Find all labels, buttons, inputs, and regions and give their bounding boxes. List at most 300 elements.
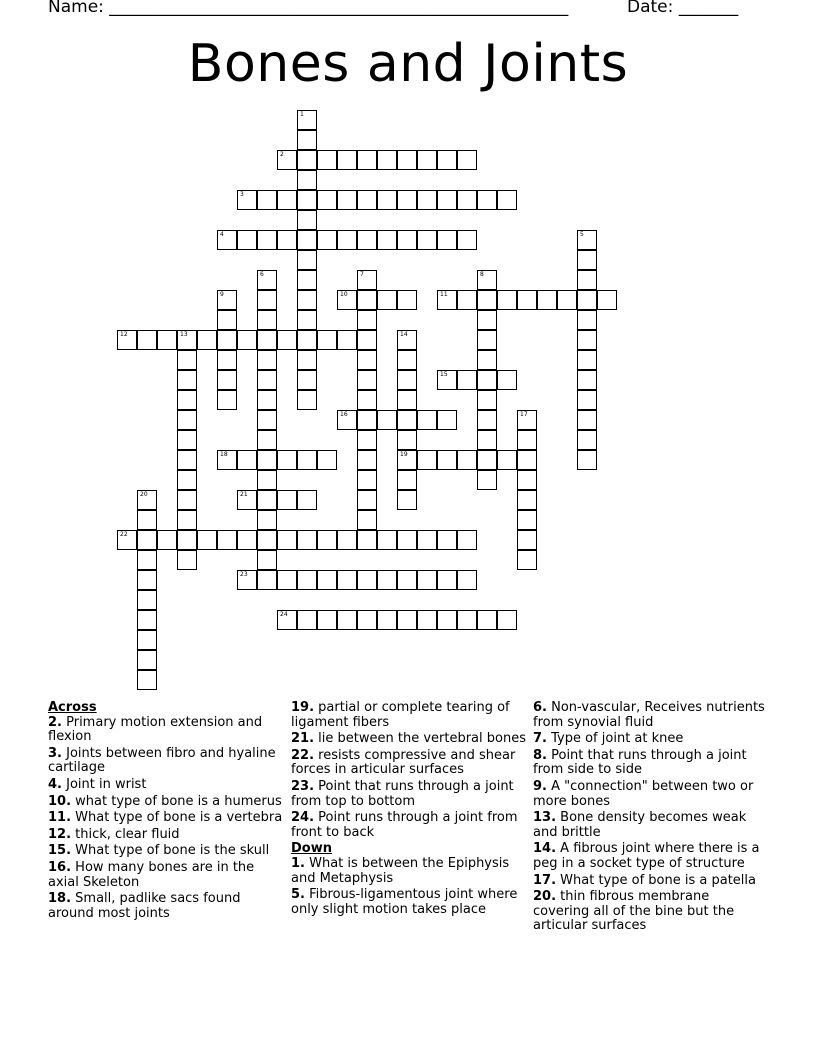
clue-num: 13.	[533, 810, 557, 826]
crossword-cell[interactable]	[457, 570, 477, 590]
clue-num: 9.	[533, 778, 547, 794]
crossword-cell[interactable]	[237, 230, 257, 250]
crossword-cell[interactable]	[277, 570, 297, 590]
crossword-cell[interactable]	[397, 350, 417, 370]
crossword-cell[interactable]	[237, 490, 257, 510]
crossword-cell[interactable]	[157, 530, 177, 550]
clue-item	[533, 701, 769, 730]
crossword-cell[interactable]	[477, 450, 497, 470]
crossword-cell[interactable]	[417, 570, 437, 590]
crossword-cell[interactable]	[517, 490, 537, 510]
crossword-cell[interactable]	[337, 570, 357, 590]
crossword-cell[interactable]	[377, 150, 397, 170]
clue-text: Point that runs through a joint from top to bottom	[291, 778, 514, 809]
crossword-cell[interactable]	[377, 530, 397, 550]
crossword-cell[interactable]	[257, 430, 277, 450]
crossword-cell[interactable]	[377, 410, 397, 430]
crossword-cell[interactable]	[337, 330, 357, 350]
crossword-cell[interactable]	[377, 190, 397, 210]
crossword-cell[interactable]	[297, 350, 317, 370]
crossword-cell[interactable]	[377, 290, 397, 310]
crossword-cell[interactable]	[577, 250, 597, 270]
crossword-cell[interactable]	[297, 530, 317, 550]
crossword-cell[interactable]	[357, 430, 377, 450]
crossword-cell[interactable]	[357, 610, 377, 630]
crossword-cell[interactable]	[477, 370, 497, 390]
crossword-cell[interactable]	[277, 150, 297, 170]
crossword-cell[interactable]	[437, 190, 457, 210]
crossword-cell[interactable]	[497, 290, 517, 310]
crossword-cell[interactable]	[257, 570, 277, 590]
clue-number: 22	[120, 531, 128, 538]
crossword-cell[interactable]	[517, 410, 537, 430]
crossword-cell[interactable]	[397, 150, 417, 170]
crossword-cell[interactable]	[357, 350, 377, 370]
crossword-cell[interactable]	[437, 230, 457, 250]
crossword-cell[interactable]	[497, 370, 517, 390]
crossword-cell[interactable]	[597, 290, 617, 310]
clue-number: 16	[340, 411, 348, 418]
crossword-cell[interactable]	[457, 150, 477, 170]
crossword-cell[interactable]	[377, 610, 397, 630]
crossword-cell[interactable]	[357, 570, 377, 590]
crossword-cell[interactable]	[397, 430, 417, 450]
crossword-cell[interactable]	[137, 570, 157, 590]
crossword-cell[interactable]	[257, 370, 277, 390]
crossword-cell[interactable]	[397, 290, 417, 310]
crossword-cell[interactable]	[217, 230, 237, 250]
crossword-cell[interactable]	[257, 490, 277, 510]
crossword-cell[interactable]	[477, 190, 497, 210]
clue-num: 20.	[533, 889, 557, 905]
crossword-cell[interactable]	[177, 410, 197, 430]
clue-item	[533, 732, 769, 747]
clue-number: 19	[400, 451, 408, 458]
clue-num: 24.	[291, 810, 315, 826]
clue-number: 14	[400, 331, 408, 338]
crossword-cell[interactable]	[237, 330, 257, 350]
crossword-cell[interactable]	[297, 270, 317, 290]
crossword-cell[interactable]	[437, 150, 457, 170]
clue-item	[48, 795, 284, 810]
crossword-cell[interactable]	[177, 550, 197, 570]
crossword-cell[interactable]	[357, 530, 377, 550]
crossword-cell[interactable]	[577, 290, 597, 310]
clue-number: 15	[440, 371, 448, 378]
crossword-cell[interactable]	[337, 150, 357, 170]
crossword-cell[interactable]	[357, 450, 377, 470]
crossword-cell[interactable]	[457, 450, 477, 470]
crossword-cell[interactable]	[477, 310, 497, 330]
crossword-cell[interactable]	[217, 310, 237, 330]
clue-number: 23	[240, 571, 248, 578]
crossword-cell[interactable]	[137, 650, 157, 670]
clue-item	[291, 811, 527, 840]
crossword-cell[interactable]	[257, 550, 277, 570]
crossword-cell[interactable]	[577, 350, 597, 370]
crossword-cell[interactable]	[577, 450, 597, 470]
crossword-cell[interactable]	[217, 350, 237, 370]
crossword-cell[interactable]	[297, 610, 317, 630]
clue-item	[48, 892, 284, 921]
clue-item	[291, 888, 527, 917]
crossword-cell[interactable]	[337, 190, 357, 210]
crossword-cell[interactable]	[457, 230, 477, 250]
crossword-cell[interactable]	[417, 450, 437, 470]
crossword-cell[interactable]	[357, 510, 377, 530]
crossword-cell[interactable]	[257, 410, 277, 430]
crossword-cell[interactable]	[317, 450, 337, 470]
crossword-cell[interactable]	[117, 330, 137, 350]
clue-num: 14.	[533, 841, 557, 857]
crossword-cell[interactable]	[297, 250, 317, 270]
crossword-cell[interactable]	[457, 290, 477, 310]
crossword-cell[interactable]	[377, 570, 397, 590]
crossword-cell[interactable]	[357, 390, 377, 410]
crossword-cell[interactable]	[297, 230, 317, 250]
crossword-cell[interactable]	[497, 610, 517, 630]
crossword-cell[interactable]	[457, 530, 477, 550]
crossword-cell[interactable]	[177, 530, 197, 550]
crossword-cell[interactable]	[437, 410, 457, 430]
crossword-cell[interactable]	[437, 370, 457, 390]
clue-text: thick, clear fluid	[71, 826, 180, 842]
crossword-cell[interactable]	[317, 530, 337, 550]
clues-column-2	[291, 701, 527, 919]
crossword-cell[interactable]	[417, 150, 437, 170]
crossword-cell[interactable]	[297, 190, 317, 210]
crossword-cell[interactable]	[577, 430, 597, 450]
crossword-cell[interactable]	[477, 270, 497, 290]
crossword-cell[interactable]	[497, 450, 517, 470]
crossword-cell[interactable]	[337, 610, 357, 630]
clue-num: 17.	[533, 872, 557, 888]
crossword-cell[interactable]	[417, 610, 437, 630]
crossword-cell[interactable]	[257, 470, 277, 490]
clue-num: 23.	[291, 778, 315, 794]
crossword-cell[interactable]	[197, 530, 217, 550]
crossword-cell[interactable]	[357, 330, 377, 350]
crossword-cell[interactable]	[477, 410, 497, 430]
crossword-cell[interactable]	[297, 370, 317, 390]
crossword-cell[interactable]	[257, 530, 277, 550]
crossword-cell[interactable]	[297, 150, 317, 170]
crossword-cell[interactable]	[397, 470, 417, 490]
crossword-cell[interactable]	[337, 530, 357, 550]
crossword-cell[interactable]	[137, 670, 157, 690]
clue-num: 2.	[48, 714, 62, 730]
crossword-cell[interactable]	[357, 370, 377, 390]
crossword-cell[interactable]	[517, 510, 537, 530]
clue-text: Bone density becomes weak and brittle	[533, 810, 747, 840]
crossword-cell[interactable]	[397, 610, 417, 630]
crossword-cell[interactable]	[357, 490, 377, 510]
crossword-cell[interactable]	[177, 430, 197, 450]
crossword-cell[interactable]	[397, 530, 417, 550]
crossword-cell[interactable]	[257, 330, 277, 350]
clue-num: 22.	[291, 747, 315, 763]
crossword-cell[interactable]	[437, 450, 457, 470]
crossword-cell[interactable]	[237, 570, 257, 590]
crossword-cell[interactable]	[397, 330, 417, 350]
crossword-cell[interactable]	[177, 510, 197, 530]
clue-num: 12.	[48, 826, 72, 842]
crossword-cell[interactable]	[577, 410, 597, 430]
crossword-cell[interactable]	[177, 450, 197, 470]
crossword-cell[interactable]	[497, 190, 517, 210]
crossword-cell[interactable]	[177, 370, 197, 390]
crossword-cell[interactable]	[277, 330, 297, 350]
crossword-cell[interactable]	[577, 330, 597, 350]
crossword-cell[interactable]	[137, 490, 157, 510]
clue-text: A fibrous joint where there is a peg in a socket type of structure	[533, 841, 760, 871]
clue-text: Joint in wrist	[61, 776, 147, 792]
crossword-cell[interactable]	[417, 410, 437, 430]
crossword-cell[interactable]	[137, 510, 157, 530]
crossword-cell[interactable]	[337, 290, 357, 310]
crossword-cell[interactable]	[517, 470, 537, 490]
clue-num: 19.	[291, 700, 315, 715]
crossword-cell[interactable]	[277, 530, 297, 550]
clue-num: 11.	[48, 810, 72, 826]
crossword-cell[interactable]	[417, 530, 437, 550]
clue-number: 10	[340, 291, 348, 298]
clue-number: 11	[440, 291, 448, 298]
crossword-cell[interactable]	[477, 350, 497, 370]
crossword-cell[interactable]	[577, 270, 597, 290]
clue-num: 1.	[291, 855, 305, 871]
crossword-cell[interactable]	[557, 290, 577, 310]
crossword-cell[interactable]	[237, 530, 257, 550]
crossword-cell[interactable]	[257, 350, 277, 370]
crossword-cell[interactable]	[517, 290, 537, 310]
clue-text: Small, padlike sacs found around most joints	[48, 891, 241, 921]
crossword-cell[interactable]	[277, 450, 297, 470]
crossword-cell[interactable]	[177, 330, 197, 350]
crossword-cell[interactable]	[297, 130, 317, 150]
clue-text: A "connection" between two or more bones	[533, 778, 754, 809]
crossword-cell[interactable]	[257, 190, 277, 210]
clue-number: 17	[520, 411, 528, 418]
crossword-cell[interactable]	[517, 430, 537, 450]
crossword-cell[interactable]	[297, 310, 317, 330]
crossword-cell[interactable]	[157, 330, 177, 350]
crossword-cell[interactable]	[317, 330, 337, 350]
crossword-cell[interactable]	[357, 270, 377, 290]
crossword-cell[interactable]	[317, 150, 337, 170]
crossword-cell[interactable]	[377, 230, 397, 250]
clue-item	[533, 749, 769, 778]
crossword-cell[interactable]	[297, 110, 317, 130]
crossword-cell[interactable]	[477, 430, 497, 450]
crossword-cell[interactable]	[237, 450, 257, 470]
crossword-cell[interactable]	[477, 330, 497, 350]
page-title: Bones and Joints	[187, 34, 629, 94]
crossword-cell[interactable]	[297, 290, 317, 310]
clue-item	[291, 780, 527, 809]
crossword-cell[interactable]	[217, 530, 237, 550]
clue-number: 6	[260, 271, 264, 278]
crossword-cell[interactable]	[437, 610, 457, 630]
crossword-cell[interactable]	[257, 290, 277, 310]
crossword-cell[interactable]	[397, 410, 417, 430]
crossword-cell[interactable]	[137, 530, 157, 550]
crossword-cell[interactable]	[357, 190, 377, 210]
crossword-cell[interactable]	[277, 490, 297, 510]
crossword-cell[interactable]	[137, 330, 157, 350]
section-heading: Across	[48, 700, 97, 715]
crossword-cell[interactable]	[257, 510, 277, 530]
crossword-cell[interactable]	[257, 390, 277, 410]
clue-text: How many bones are in the axial Skeleton	[48, 859, 255, 890]
clue-text: What type of bone is a patella	[556, 872, 756, 888]
crossword-cell[interactable]	[457, 370, 477, 390]
crossword-cell[interactable]	[257, 230, 277, 250]
clue-item	[533, 890, 769, 934]
date-label: Date:	[627, 0, 674, 17]
crossword-cell[interactable]	[297, 210, 317, 230]
clue-item	[48, 747, 284, 776]
clue-item	[533, 811, 769, 840]
name-label: Name:	[48, 0, 104, 17]
clue-number: 3	[240, 191, 244, 198]
crossword-cell[interactable]	[397, 390, 417, 410]
crossword-cell[interactable]	[417, 190, 437, 210]
crossword-cell[interactable]	[177, 490, 197, 510]
clue-number: 4	[220, 231, 224, 238]
clue-item	[533, 780, 769, 809]
crossword-cell[interactable]	[477, 470, 497, 490]
crossword-cell[interactable]	[357, 150, 377, 170]
clue-num: 4.	[48, 776, 62, 792]
crossword-cell[interactable]	[317, 610, 337, 630]
crossword-cell[interactable]	[337, 230, 357, 250]
crossword-cell[interactable]	[257, 450, 277, 470]
clue-text: resists compressive and shear forces in articular surfaces	[291, 747, 516, 778]
crossword-cell[interactable]	[197, 330, 217, 350]
crossword-cell[interactable]	[537, 290, 557, 310]
crossword-cell[interactable]	[517, 450, 537, 470]
crossword-cell[interactable]	[177, 390, 197, 410]
clue-num: 6.	[533, 700, 547, 715]
crossword-cell[interactable]	[177, 350, 197, 370]
crossword-cell[interactable]	[237, 190, 257, 210]
crossword-cell[interactable]	[297, 490, 317, 510]
crossword-cell[interactable]	[477, 390, 497, 410]
crossword-cell[interactable]	[297, 450, 317, 470]
clues-column-1	[48, 701, 284, 923]
crossword-cell[interactable]	[477, 610, 497, 630]
crossword-cell[interactable]	[477, 290, 497, 310]
clue-text: Type of joint at knee	[546, 731, 684, 747]
clue-number: 20	[140, 491, 148, 498]
crossword-cell[interactable]	[397, 370, 417, 390]
crossword-cell[interactable]	[217, 330, 237, 350]
crossword-cell[interactable]	[137, 610, 157, 630]
crossword-cell[interactable]	[137, 550, 157, 570]
crossword-cell[interactable]	[217, 390, 237, 410]
crossword-cell[interactable]	[137, 590, 157, 610]
clue-number: 12	[120, 331, 128, 338]
crossword-cell[interactable]	[397, 490, 417, 510]
name-line: ______________________________________________________	[109, 0, 569, 17]
clue-item	[48, 844, 284, 859]
crossword-cell[interactable]	[357, 230, 377, 250]
crossword-cell[interactable]	[217, 290, 237, 310]
clue-number: 7	[360, 271, 364, 278]
clue-item	[48, 778, 284, 793]
crossword-cell[interactable]	[437, 530, 457, 550]
crossword-cell[interactable]	[577, 230, 597, 250]
clue-item	[48, 716, 284, 745]
crossword-cell[interactable]	[397, 230, 417, 250]
crossword-cell[interactable]	[177, 470, 197, 490]
crossword-cell[interactable]	[257, 270, 277, 290]
crossword-cell[interactable]	[317, 230, 337, 250]
crossword-cell[interactable]	[517, 530, 537, 550]
crossword-cell[interactable]	[297, 330, 317, 350]
crossword-cell[interactable]	[297, 170, 317, 190]
crossword-cell[interactable]	[277, 610, 297, 630]
crossword-cell[interactable]	[257, 310, 277, 330]
clue-number: 8	[480, 271, 484, 278]
clue-num: 5.	[291, 887, 305, 903]
clue-text: Point that runs through a joint from side to side	[533, 747, 747, 778]
clue-num: 16.	[48, 859, 72, 875]
crossword-cell[interactable]	[357, 470, 377, 490]
clue-number: 5	[580, 231, 584, 238]
crossword-cell[interactable]	[317, 570, 337, 590]
crossword-cell[interactable]	[277, 230, 297, 250]
clue-item	[533, 842, 769, 871]
clue-number: 18	[220, 451, 228, 458]
crossword-cell[interactable]	[357, 290, 377, 310]
crossword-cell[interactable]	[357, 310, 377, 330]
crossword-cell[interactable]	[217, 450, 237, 470]
crossword-cell[interactable]	[357, 410, 377, 430]
crossword-cell[interactable]	[317, 190, 337, 210]
crossword-cell[interactable]	[337, 410, 357, 430]
crossword-cell[interactable]	[517, 550, 537, 570]
clue-number: 13	[180, 331, 188, 338]
crossword-cell[interactable]	[577, 390, 597, 410]
crossword-cell[interactable]	[577, 370, 597, 390]
crossword-cell[interactable]	[417, 230, 437, 250]
clue-item	[48, 861, 284, 890]
crossword-cell[interactable]	[457, 610, 477, 630]
clue-text: What is between the Epiphysis and Metaphysis	[291, 855, 510, 886]
crossword-cell[interactable]	[397, 190, 417, 210]
crossword-cell[interactable]	[137, 630, 157, 650]
crossword-cell[interactable]	[397, 570, 417, 590]
crossword-cell[interactable]	[577, 310, 597, 330]
crossword-cell[interactable]	[437, 290, 457, 310]
clue-text: lie between the vertebral bones	[314, 731, 526, 747]
clue-num: 10.	[48, 793, 72, 809]
crossword-cell[interactable]	[437, 570, 457, 590]
clue-item	[533, 874, 769, 889]
crossword-cell[interactable]	[277, 190, 297, 210]
crossword-cell[interactable]	[457, 190, 477, 210]
crossword-cell[interactable]	[217, 370, 237, 390]
crossword-cell[interactable]	[297, 570, 317, 590]
crossword-cell[interactable]	[297, 390, 317, 410]
clue-text: What type of bone is the skull	[71, 843, 270, 859]
clue-num: 7.	[533, 731, 547, 747]
crossword-cell[interactable]	[397, 450, 417, 470]
crossword-cell[interactable]	[117, 530, 137, 550]
clue-item	[48, 828, 284, 843]
